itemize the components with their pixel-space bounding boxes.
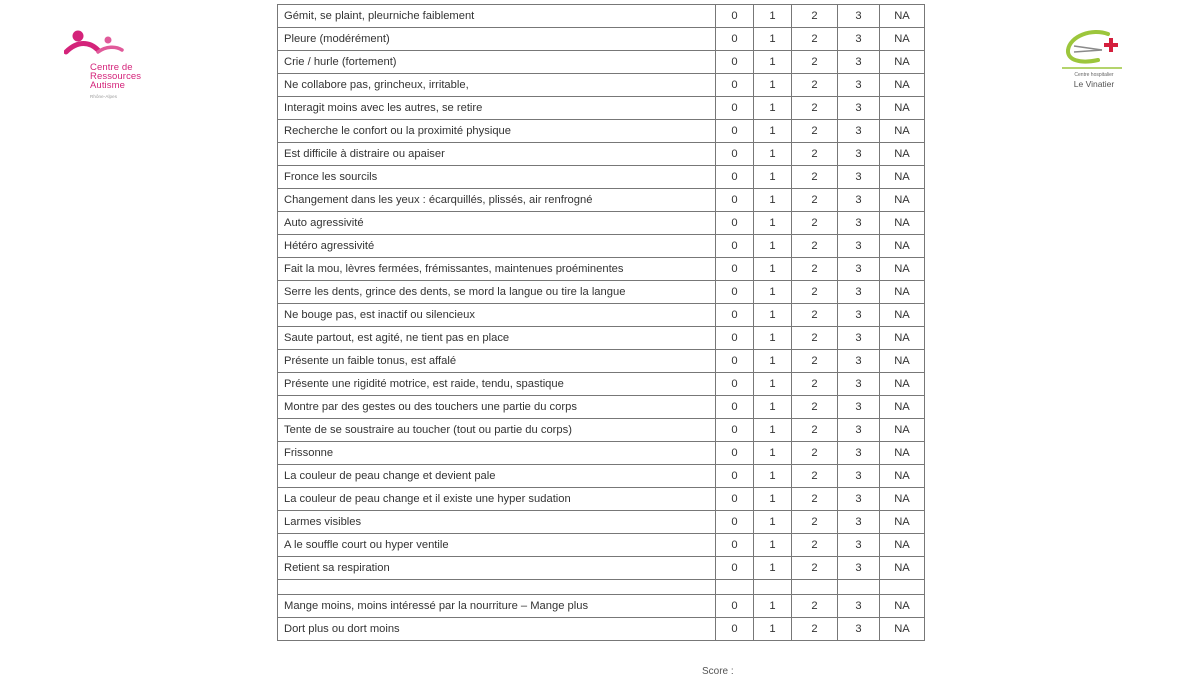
score-option[interactable]: 2 xyxy=(792,618,838,641)
table-row xyxy=(278,511,925,534)
score-option[interactable]: 1 xyxy=(754,595,792,618)
score-option[interactable]: 0 xyxy=(716,465,754,488)
score-option[interactable]: 0 xyxy=(716,97,754,120)
score-option[interactable]: NA xyxy=(880,166,925,189)
logo-line-3: Autisme xyxy=(90,80,126,91)
score-option[interactable]: NA xyxy=(880,465,925,488)
score-option[interactable]: 0 xyxy=(716,350,754,373)
score-option[interactable]: 1 xyxy=(754,327,792,350)
behavior-label: Auto agressivité xyxy=(278,212,716,235)
score-option[interactable]: 3 xyxy=(838,396,880,419)
score-option[interactable]: NA xyxy=(880,97,925,120)
score-option[interactable]: 0 xyxy=(716,74,754,97)
score-option[interactable]: 1 xyxy=(754,488,792,511)
logo-right-name: Le Vinatier xyxy=(1073,79,1115,89)
logo-line-1: Centre de xyxy=(90,62,133,73)
behavior-label: Retient sa respiration xyxy=(278,557,716,580)
score-option[interactable]: 0 xyxy=(716,258,754,281)
table-row xyxy=(278,189,925,212)
behavior-label: Montre par des gestes ou des touchers une partie du corps xyxy=(278,396,716,419)
score-option[interactable]: 0 xyxy=(716,304,754,327)
table-row xyxy=(278,143,925,166)
score-option[interactable]: 2 xyxy=(792,5,838,28)
score-label-cut: Score : xyxy=(702,666,734,677)
score-option[interactable]: 2 xyxy=(792,281,838,304)
score-option[interactable]: NA xyxy=(880,5,925,28)
behavior-label: Présente un faible tonus, est affalé xyxy=(278,350,716,373)
score-option[interactable]: 3 xyxy=(838,557,880,580)
score-option[interactable]: 0 xyxy=(716,28,754,51)
score-option[interactable]: 3 xyxy=(838,465,880,488)
empty-cell xyxy=(838,580,880,595)
score-option[interactable]: 3 xyxy=(838,618,880,641)
score-option[interactable]: 1 xyxy=(754,28,792,51)
score-option[interactable]: 1 xyxy=(754,166,792,189)
score-option[interactable]: 3 xyxy=(838,595,880,618)
empty-cell xyxy=(754,580,792,595)
behavior-label: Larmes visibles xyxy=(278,511,716,534)
score-option[interactable]: 2 xyxy=(792,189,838,212)
behavior-label: Changement dans les yeux : écarquillés, plissés, air renfrogné xyxy=(278,189,716,212)
score-option[interactable]: 0 xyxy=(716,189,754,212)
score-option[interactable]: 2 xyxy=(792,166,838,189)
empty-cell xyxy=(792,580,838,595)
score-option[interactable]: 1 xyxy=(754,304,792,327)
score-option[interactable]: 1 xyxy=(754,534,792,557)
behavior-label: Gémit, se plaint, pleurniche faiblement xyxy=(278,5,716,28)
behavior-label: Tente de se soustraire au toucher (tout ou partie du corps) xyxy=(278,419,716,442)
score-option[interactable]: 1 xyxy=(754,419,792,442)
score-option[interactable]: 1 xyxy=(754,618,792,641)
score-option[interactable]: 2 xyxy=(792,74,838,97)
score-option[interactable]: 1 xyxy=(754,258,792,281)
score-option[interactable]: 0 xyxy=(716,166,754,189)
score-option[interactable]: 2 xyxy=(792,97,838,120)
behavior-label: Dort plus ou dort moins xyxy=(278,618,716,641)
score-option[interactable]: NA xyxy=(880,258,925,281)
score-option[interactable]: 3 xyxy=(838,534,880,557)
score-option[interactable]: 3 xyxy=(838,5,880,28)
score-option[interactable]: 2 xyxy=(792,557,838,580)
table-row xyxy=(278,304,925,327)
behavior-label: Hétéro agressivité xyxy=(278,235,716,258)
score-option[interactable]: NA xyxy=(880,488,925,511)
score-option[interactable]: 1 xyxy=(754,557,792,580)
score-option[interactable]: NA xyxy=(880,511,925,534)
score-option[interactable]: 3 xyxy=(838,166,880,189)
score-option[interactable]: 3 xyxy=(838,488,880,511)
score-option[interactable]: NA xyxy=(880,28,925,51)
behavior-label: Ne collabore pas, grincheux, irritable, xyxy=(278,74,716,97)
behavior-label: Frissonne xyxy=(278,442,716,465)
table-row xyxy=(278,258,925,281)
score-option[interactable]: 0 xyxy=(716,51,754,74)
score-option[interactable]: 2 xyxy=(792,419,838,442)
score-option[interactable]: 1 xyxy=(754,143,792,166)
score-option[interactable]: 2 xyxy=(792,212,838,235)
behavior-label: Ne bouge pas, est inactif ou silencieux xyxy=(278,304,716,327)
score-option[interactable]: 0 xyxy=(716,534,754,557)
score-option[interactable]: 0 xyxy=(716,511,754,534)
empty-cell xyxy=(278,580,716,595)
score-option[interactable]: NA xyxy=(880,442,925,465)
score-option[interactable]: 2 xyxy=(792,51,838,74)
table-row xyxy=(278,327,925,350)
score-option[interactable]: 1 xyxy=(754,465,792,488)
score-option[interactable]: 1 xyxy=(754,74,792,97)
table-row xyxy=(278,120,925,143)
score-option[interactable]: 0 xyxy=(716,327,754,350)
score-option[interactable]: NA xyxy=(880,534,925,557)
score-option[interactable]: 2 xyxy=(792,595,838,618)
score-option[interactable]: NA xyxy=(880,304,925,327)
score-option[interactable]: 2 xyxy=(792,534,838,557)
score-option[interactable]: NA xyxy=(880,373,925,396)
table-row xyxy=(278,618,925,641)
running-figures-icon xyxy=(64,28,134,58)
behavior-label: Recherche le confort ou la proximité physique xyxy=(278,120,716,143)
score-option[interactable]: 0 xyxy=(716,281,754,304)
score-option[interactable]: 0 xyxy=(716,235,754,258)
score-option[interactable]: 2 xyxy=(792,258,838,281)
behavior-label: Fait la mou, lèvres fermées, frémissantes, maintenues proéminentes xyxy=(278,258,716,281)
score-option[interactable]: 2 xyxy=(792,143,838,166)
score-option[interactable]: 1 xyxy=(754,373,792,396)
score-option[interactable]: 3 xyxy=(838,258,880,281)
pain-assessment-table xyxy=(277,4,924,641)
score-option[interactable]: 0 xyxy=(716,595,754,618)
behavior-label: Mange moins, moins intéressé par la nourriture – Mange plus xyxy=(278,595,716,618)
score-option[interactable]: NA xyxy=(880,396,925,419)
score-option[interactable]: 2 xyxy=(792,373,838,396)
table-row xyxy=(278,74,925,97)
table-row xyxy=(278,465,925,488)
score-option[interactable]: 2 xyxy=(792,304,838,327)
behavior-label: Interagit moins avec les autres, se retire xyxy=(278,97,716,120)
score-option[interactable]: 1 xyxy=(754,281,792,304)
score-option[interactable]: NA xyxy=(880,350,925,373)
spacer-row xyxy=(278,580,925,595)
logo-cra xyxy=(64,28,174,108)
behavior-label: Crie / hurle (fortement) xyxy=(278,51,716,74)
table-row xyxy=(278,373,925,396)
score-option[interactable]: 0 xyxy=(716,396,754,419)
score-option[interactable]: 0 xyxy=(716,5,754,28)
score-option[interactable]: 2 xyxy=(792,120,838,143)
score-option[interactable]: 1 xyxy=(754,511,792,534)
score-option[interactable]: 0 xyxy=(716,143,754,166)
score-option[interactable]: 0 xyxy=(716,557,754,580)
table-row xyxy=(278,5,925,28)
score-option[interactable]: 3 xyxy=(838,442,880,465)
score-option[interactable]: 3 xyxy=(838,419,880,442)
table-row xyxy=(278,396,925,419)
score-option[interactable]: NA xyxy=(880,618,925,641)
score-option[interactable]: 3 xyxy=(838,281,880,304)
score-option[interactable]: 3 xyxy=(838,74,880,97)
score-option[interactable]: NA xyxy=(880,51,925,74)
empty-cell xyxy=(880,580,925,595)
table-row xyxy=(278,97,925,120)
score-option[interactable]: 3 xyxy=(838,304,880,327)
table-row xyxy=(278,534,925,557)
score-option[interactable]: 1 xyxy=(754,396,792,419)
score-option[interactable]: 3 xyxy=(838,97,880,120)
logo-vinatier xyxy=(1052,28,1136,98)
score-option[interactable]: 2 xyxy=(792,442,838,465)
score-option[interactable]: NA xyxy=(880,143,925,166)
table-row xyxy=(278,28,925,51)
behavior-label: Saute partout, est agité, ne tient pas en place xyxy=(278,327,716,350)
score-option[interactable]: 3 xyxy=(838,235,880,258)
score-option[interactable]: NA xyxy=(880,595,925,618)
table-row xyxy=(278,281,925,304)
score-option[interactable]: 3 xyxy=(838,28,880,51)
score-option[interactable]: NA xyxy=(880,327,925,350)
score-option[interactable]: NA xyxy=(880,419,925,442)
table-row xyxy=(278,595,925,618)
score-option[interactable]: 2 xyxy=(792,350,838,373)
score-option[interactable]: 2 xyxy=(792,28,838,51)
behavior-label: Serre les dents, grince des dents, se mord la langue ou tire la langue xyxy=(278,281,716,304)
score-option[interactable]: NA xyxy=(880,120,925,143)
score-option[interactable]: 2 xyxy=(792,488,838,511)
score-option[interactable]: 1 xyxy=(754,442,792,465)
score-option[interactable]: 3 xyxy=(838,511,880,534)
behavior-label: Est difficile à distraire ou apaiser xyxy=(278,143,716,166)
score-option[interactable]: 0 xyxy=(716,212,754,235)
score-option[interactable]: 3 xyxy=(838,350,880,373)
table-row xyxy=(278,557,925,580)
empty-cell xyxy=(716,580,754,595)
score-option[interactable]: 1 xyxy=(754,5,792,28)
score-option[interactable]: 0 xyxy=(716,488,754,511)
score-option[interactable]: 0 xyxy=(716,120,754,143)
table-row xyxy=(278,350,925,373)
score-option[interactable]: 1 xyxy=(754,189,792,212)
score-option[interactable]: 3 xyxy=(838,327,880,350)
logo-line-2: Ressources xyxy=(90,71,142,82)
table-row xyxy=(278,212,925,235)
logo-subtitle: Rhône-Alpes xyxy=(90,94,118,99)
score-option[interactable]: 3 xyxy=(838,373,880,396)
score-option[interactable]: 0 xyxy=(716,618,754,641)
score-option[interactable]: NA xyxy=(880,281,925,304)
score-option[interactable]: 1 xyxy=(754,235,792,258)
score-option[interactable]: 2 xyxy=(792,396,838,419)
score-option[interactable]: 2 xyxy=(792,511,838,534)
table-row xyxy=(278,442,925,465)
score-option[interactable]: 2 xyxy=(792,235,838,258)
score-option[interactable]: 0 xyxy=(716,442,754,465)
score-option[interactable]: 3 xyxy=(838,51,880,74)
score-option[interactable]: 3 xyxy=(838,143,880,166)
score-option[interactable]: 0 xyxy=(716,373,754,396)
score-option[interactable]: 1 xyxy=(754,350,792,373)
behavior-label: A le souffle court ou hyper ventile xyxy=(278,534,716,557)
table-row xyxy=(278,488,925,511)
score-option[interactable]: 3 xyxy=(838,212,880,235)
behavior-label: Pleure (modérément) xyxy=(278,28,716,51)
score-option[interactable]: NA xyxy=(880,212,925,235)
score-option[interactable]: 1 xyxy=(754,97,792,120)
behavior-label: La couleur de peau change et devient pale xyxy=(278,465,716,488)
table-row xyxy=(278,166,925,189)
table-row xyxy=(278,235,925,258)
score-option[interactable]: 1 xyxy=(754,212,792,235)
score-option[interactable]: 2 xyxy=(792,327,838,350)
score-option[interactable]: 1 xyxy=(754,51,792,74)
score-option[interactable]: 3 xyxy=(838,120,880,143)
score-option[interactable]: NA xyxy=(880,235,925,258)
behavior-label: Présente une rigidité motrice, est raide, tendu, spastique xyxy=(278,373,716,396)
score-option[interactable]: NA xyxy=(880,74,925,97)
table-row xyxy=(278,419,925,442)
score-option[interactable]: 3 xyxy=(838,189,880,212)
behavior-label: La couleur de peau change et il existe une hyper sudation xyxy=(278,488,716,511)
hospital-cross-icon xyxy=(1058,28,1126,72)
behavior-label: Fronce les sourcils xyxy=(278,166,716,189)
logo-right-small-text: Centre hospitalier xyxy=(1074,72,1114,78)
score-option[interactable]: 2 xyxy=(792,465,838,488)
score-option[interactable]: 1 xyxy=(754,120,792,143)
score-option[interactable]: NA xyxy=(880,557,925,580)
score-option[interactable]: 0 xyxy=(716,419,754,442)
score-option[interactable]: NA xyxy=(880,189,925,212)
table-row xyxy=(278,51,925,74)
